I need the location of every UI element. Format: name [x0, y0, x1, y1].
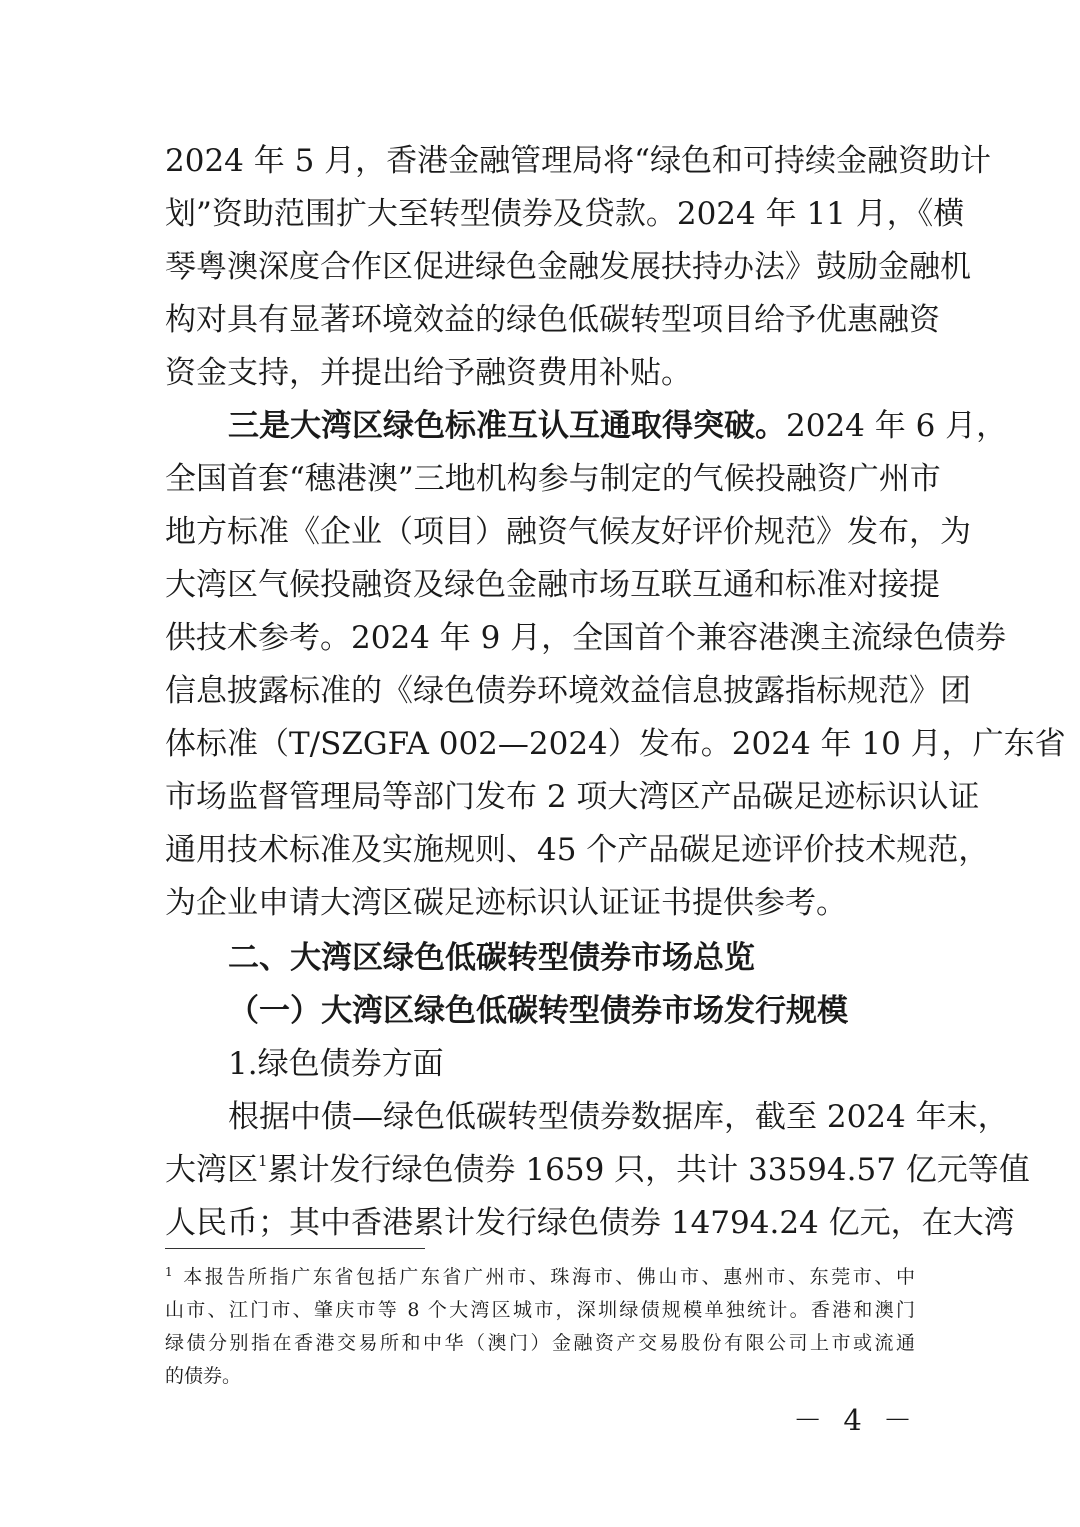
footnote-line: 山市、江门市、肇庆市等 8 个大湾区城市，深圳绿债规模单独统计。香港和澳门	[165, 1299, 915, 1321]
body-line: 2024 年 5 月，香港金融管理局将“绿色和可持续金融资助计	[165, 143, 992, 179]
body-line: 构对具有显著环境效益的绿色低碳转型项目给予优惠融资	[165, 302, 940, 338]
page-number: － 4 －	[793, 1403, 918, 1437]
body-line: 通用技术标准及实施规则、45 个产品碳足迹评价技术规范，	[165, 832, 990, 868]
subsection-heading: （一）大湾区绿色低碳转型债券市场发行规模	[228, 993, 848, 1029]
body-line: 资金支持，并提出给予融资费用补贴。	[165, 355, 692, 391]
paragraph-lead-line	[228, 406, 1008, 446]
item-heading: 1.绿色债券方面	[228, 1046, 444, 1082]
body-line: 供技术参考。2024 年 9 月，全国首个兼容港澳主流绿色债券	[165, 620, 1007, 656]
footnote-mark: 1	[165, 1265, 173, 1279]
footnote-reference[interactable]: 1	[258, 1152, 268, 1170]
body-line-with-footnote	[165, 1150, 1030, 1190]
body-line: 根据中债—绿色低碳转型债券数据库，截至 2024 年末，	[228, 1099, 1009, 1135]
footnote-text: 本报告所指广东省包括广东省广州市、珠海市、佛山市、惠州市、东莞市、中	[180, 1266, 915, 1288]
body-line: 信息披露标准的《绿色债券环境效益信息披露指标规范》团	[165, 673, 971, 709]
footnote-divider	[165, 1248, 425, 1249]
body-text: 累计发行绿色债券 1659 只，共计 33594.57 亿元等值	[267, 1152, 1030, 1188]
body-text: 大湾区	[165, 1152, 258, 1188]
body-line: 地方标准《企业（项目）融资气候友好评价规范》发布，为	[165, 514, 971, 550]
footnote-line: 的债券。	[165, 1365, 242, 1387]
paragraph-lead-bold: 三是大湾区绿色标准互认互通取得突破。	[228, 408, 786, 444]
paragraph-lead-rest: 2024 年 6 月，	[786, 408, 1008, 444]
body-line: 体标准（T/SZGFA 002—2024）发布。2024 年 10 月，广东省	[165, 726, 1066, 762]
body-line: 为企业申请大湾区碳足迹标识认证证书提供参考。	[165, 885, 847, 921]
section-heading: 二、大湾区绿色低碳转型债券市场总览	[228, 940, 755, 976]
body-line: 琴粤澳深度合作区促进绿色金融发展扶持办法》鼓励金融机	[165, 249, 971, 285]
body-line: 全国首套“穗港澳”三地机构参与制定的气候投融资广州市	[165, 461, 941, 497]
body-line: 市场监督管理局等部门发布 2 项大湾区产品碳足迹标识认证	[165, 779, 980, 815]
body-line: 大湾区气候投融资及绿色金融市场互联互通和标准对接提	[165, 567, 940, 603]
footnote-line	[165, 1265, 915, 1291]
footnote-line: 绿债分别指在香港交易所和中华（澳门）金融资产交易股份有限公司上市或流通	[165, 1332, 915, 1354]
body-line: 划”资助范围扩大至转型债券及贷款。2024 年 11 月，《横	[165, 196, 965, 232]
body-line: 人民币；其中香港累计发行绿色债券 14794.24 亿元，在大湾	[165, 1205, 1015, 1241]
